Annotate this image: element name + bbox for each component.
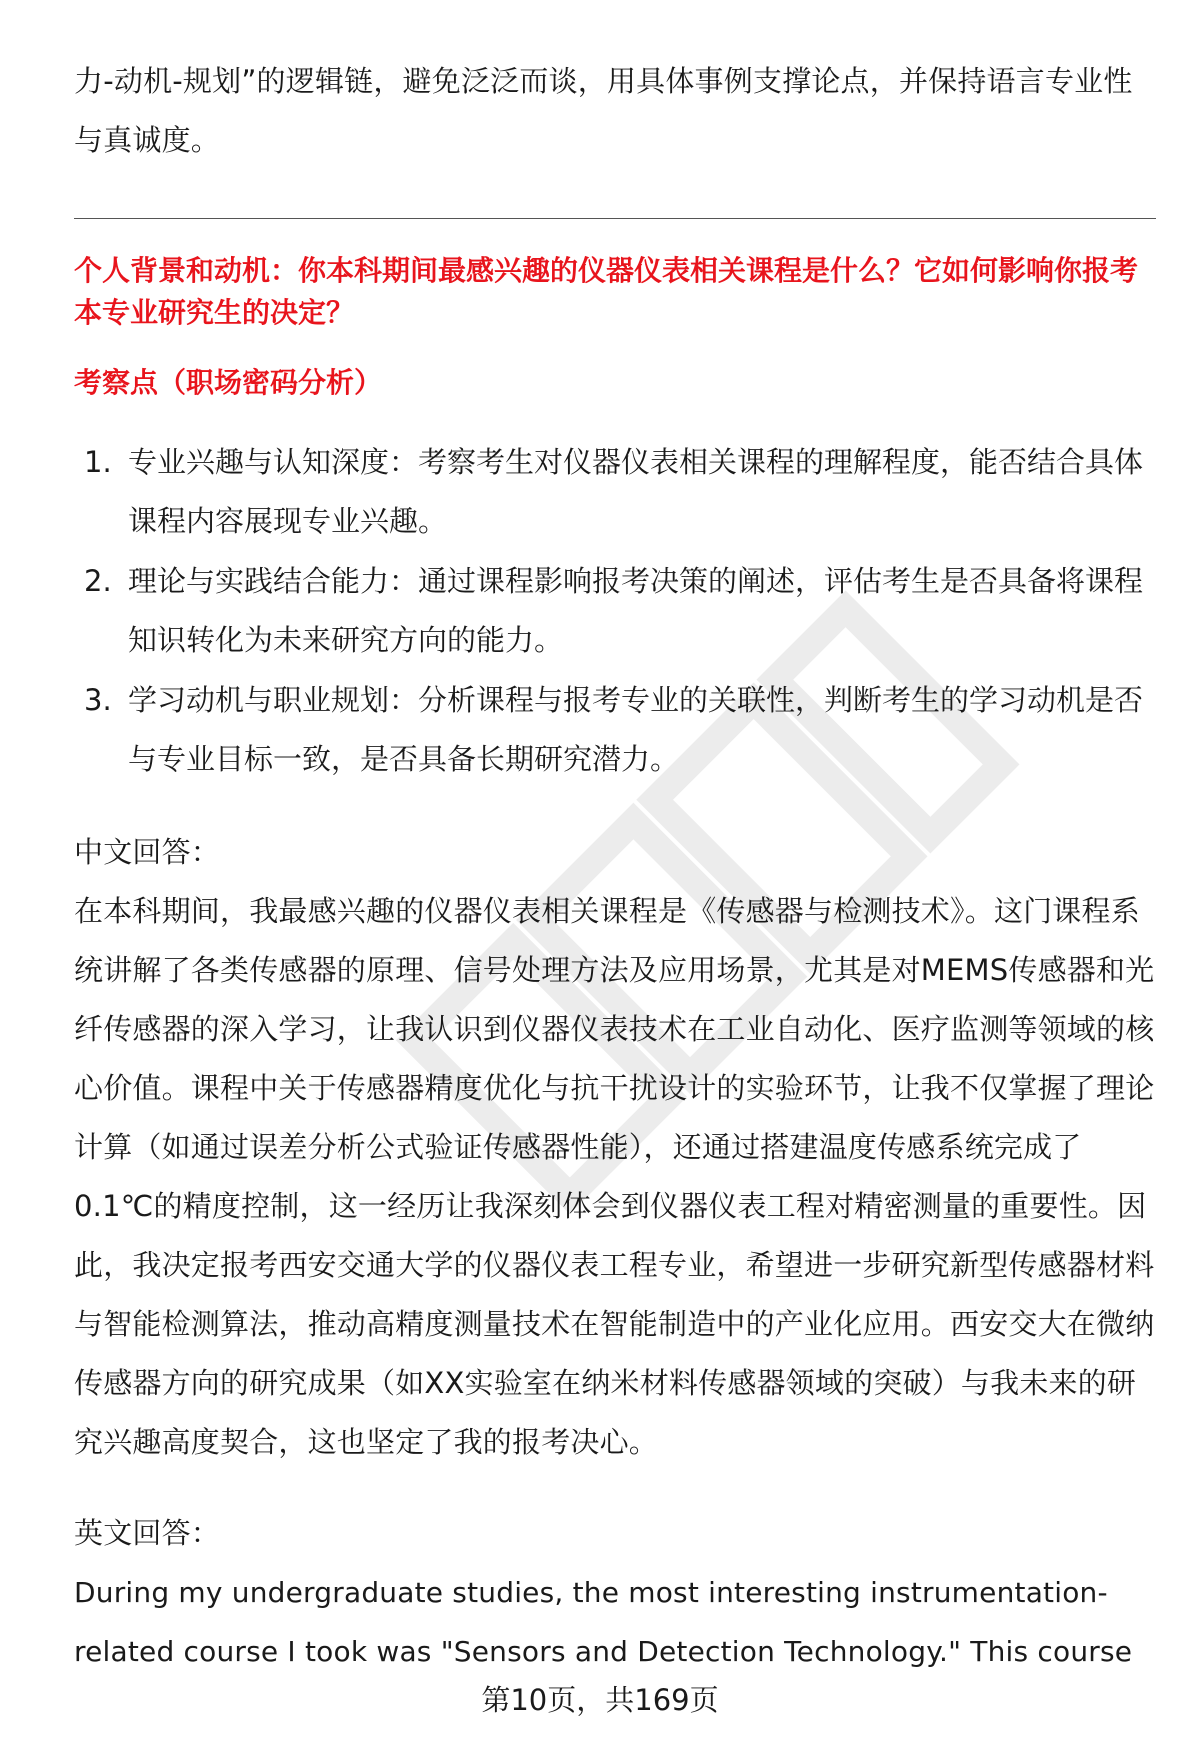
section-divider [74, 218, 1156, 219]
list-item [74, 433, 1156, 551]
chinese-answer-paragraph: 在本科期间，我最感兴趣的仪器仪表相关课程是《传感器与检测技术》。这门课程系统讲解了各类传感器的原理、信号处理方法及应用场景，尤其是对MEMS传感器和光纤传感器的深入学习，让我认识到仪器仪表技术在工业自动化、医疗监测等领域的核心价值。课程中关于传感器精度优化与抗干扰设计的实验环节，让我不仅掌握了理论计算（如通过误差分析公式验证传感器性能），还通过搭建温度传感系统完成了0.1℃的精度控制，这一经历让我深刻体会到仪器仪表工程对精密测量的重要性。因此，我决定报考西安交通大学的仪器仪表工程专业，希望进一步研究新型传感器材料与智能检测算法，推动高精度测量技术在智能制造中的产业化应用。西安交大在微纳传感器方向的研究成果（如XX实验室在纳米材料传感器领域的突破）与我未来的研究兴趣高度契合，这也坚定了我的报考决心。 [74, 894, 1155, 1459]
english-answer-paragraph: During my undergraduate studies, the most interesting instrumentation-related course I took was "Sensors and Detection Technology." This course [74, 1576, 1133, 1668]
assessment-points-heading: 考察点（职场密码分析） [74, 366, 383, 399]
intro-paragraph: 力-动机-规划”的逻辑链，避免泛泛而谈，用具体事例支撑论点，并保持语言专业性与真诚度。 [74, 64, 1133, 157]
list-item [74, 671, 1156, 789]
list-item-number: 2. [84, 564, 112, 598]
page-number-footer: 第10页，共169页 [0, 1680, 1200, 1720]
list-item-text: 学习动机与职业规划：分析课程与报考专业的关联性，判断考生的学习动机是否与专业目标一致，是否具备长期研究潜力。 [128, 683, 1144, 776]
list-item-number: 1. [84, 445, 112, 479]
list-item-number: 3. [84, 683, 112, 717]
chinese-answer-label: 中文回答： [74, 835, 221, 869]
list-item-text: 理论与实践结合能力：通过课程影响报考决策的阐述，评估考生是否具备将课程知识转化为未来研究方向的能力。 [128, 564, 1144, 657]
list-item-text: 专业兴趣与认知深度：考察考生对仪器仪表相关课程的理解程度，能否结合具体课程内容展现专业兴趣。 [128, 445, 1144, 538]
list-item [74, 552, 1156, 670]
question-heading: 个人背景和动机：你本科期间最感兴趣的仪器仪表相关课程是什么？它如何影响你报考本专业研究生的决定？ [74, 254, 1139, 329]
english-answer-label: 英文回答： [74, 1516, 221, 1550]
assessment-points-list [74, 433, 1156, 790]
